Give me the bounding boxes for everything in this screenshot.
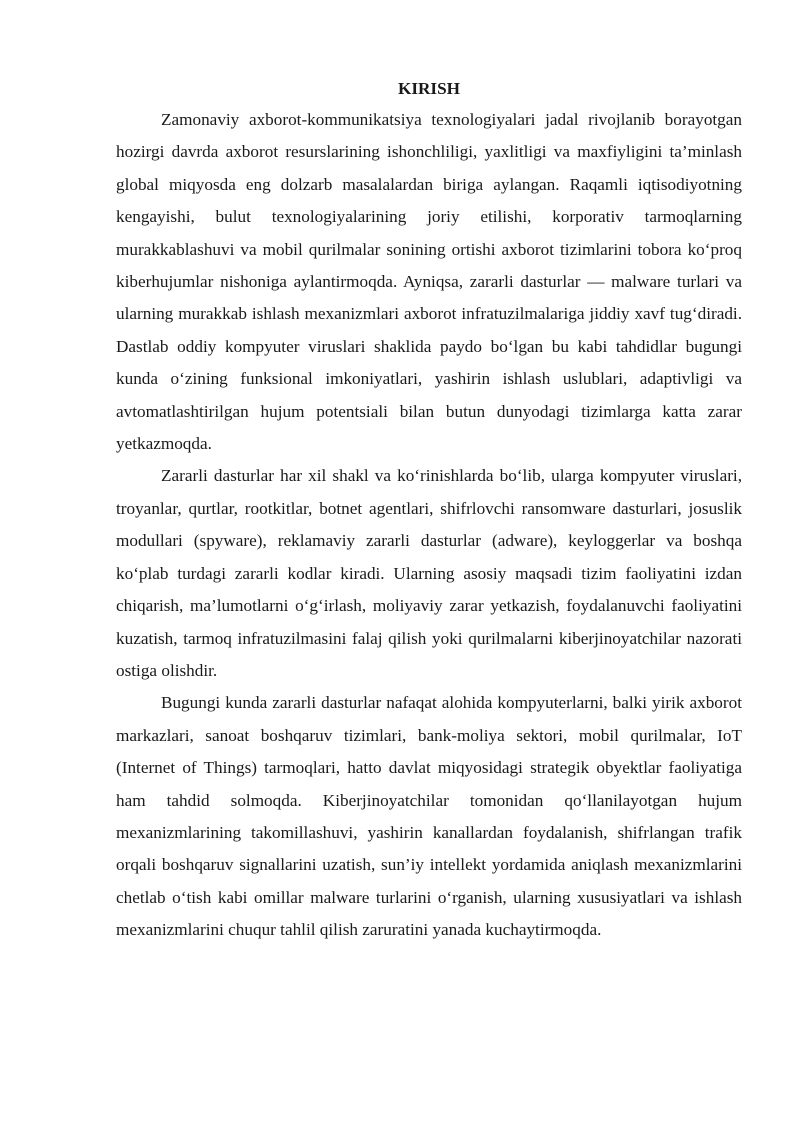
section-title: KIRISH bbox=[397, 79, 461, 98]
paragraph-2: Zararli dasturlar har xil shakl va ko‘rinishlarda bo‘lib, ularga kompyuter viruslari, troyanlar, qurtlar, rootkitlar, botnet agentlari, shifrlovchi ransomware dasturlari, josuslik modullari (spyware), reklamaviy zararli dasturlar (adware), keyloggerlar va boshqa ko‘plab turdagi zararli kodlar kiradi. Ularning asosiy maqsadi tizim faoliyatini izdan chiqarish, ma’lumotlarni o‘g‘irlash, moliyaviy zarar yetkazish, foydalanuvchi faoliyatini kuzatish, tarmoq infratuzilmasini falaj qilish yoki qurilmalarni kiberjinoyatchilar nazorati ostiga olishdir. bbox=[116, 466, 742, 680]
document-body bbox=[116, 74, 742, 947]
paragraph-1: Zamonaviy axborot-kommunikatsiya texnologiyalari jadal rivojlanib borayotgan hozirgi davrda axborot resurslarining ishonchliligi, yaxlitligi va maxfiyligini ta’minlash global miqyosda eng dolzarb masalalardan biriga aylangan. Raqamli iqtisodiyotning kengayishi, bulut texnologiyalarining joriy etilishi, korporativ tarmoqlarning murakkablashuvi va mobil qurilmalar sonining ortishi axborot tizimlarini tobora ko‘proq kiberhujumlar nishoniga aylantirmoqda. Ayniqsa, zararli dasturlar — malware turlari va ularning murakkab ishlash mexanizmlari axborot infratuzilmalariga jiddiy xavf tug‘diradi. Dastlab oddiy kompyuter viruslari shaklida paydo bo‘lgan bu kabi tahdidlar bugungi kunda o‘zining funksional imkoniyatlari, yashirin ishlash uslublari, adaptivligi va avtomatlashtirilgan hujum potentsiali bilan butun dunyodagi tizimlarga katta zarar yetkazmoqda. bbox=[116, 110, 742, 454]
paragraph-3: Bugungi kunda zararli dasturlar nafaqat alohida kompyuterlarni, balki yirik axborot markazlari, sanoat boshqaruv tizimlari, bank-moliya sektori, mobil qurilmalar, IoT (Internet of Things) tarmoqlari, hatto davlat miqyosidagi strategik obyektlar faoliyatiga ham tahdid solmoqda. Kiberjinoyatchilar tomonidan qo‘llanilayotgan hujum mexanizmlarining takomillashuvi, yashirin kanallardan foydalanish, shifrlangan trafik orqali boshqaruv signallarini uzatish, sun’iy intellekt yordamida aniqlash mexanizmlarini chetlab o‘tish kabi omillar malware turlarini o‘rganish, ularning xususiyatlari va ishlash mexanizmlarini chuqur tahlil qilish zaruratini yanada kuchaytirmoqda. bbox=[116, 693, 742, 940]
